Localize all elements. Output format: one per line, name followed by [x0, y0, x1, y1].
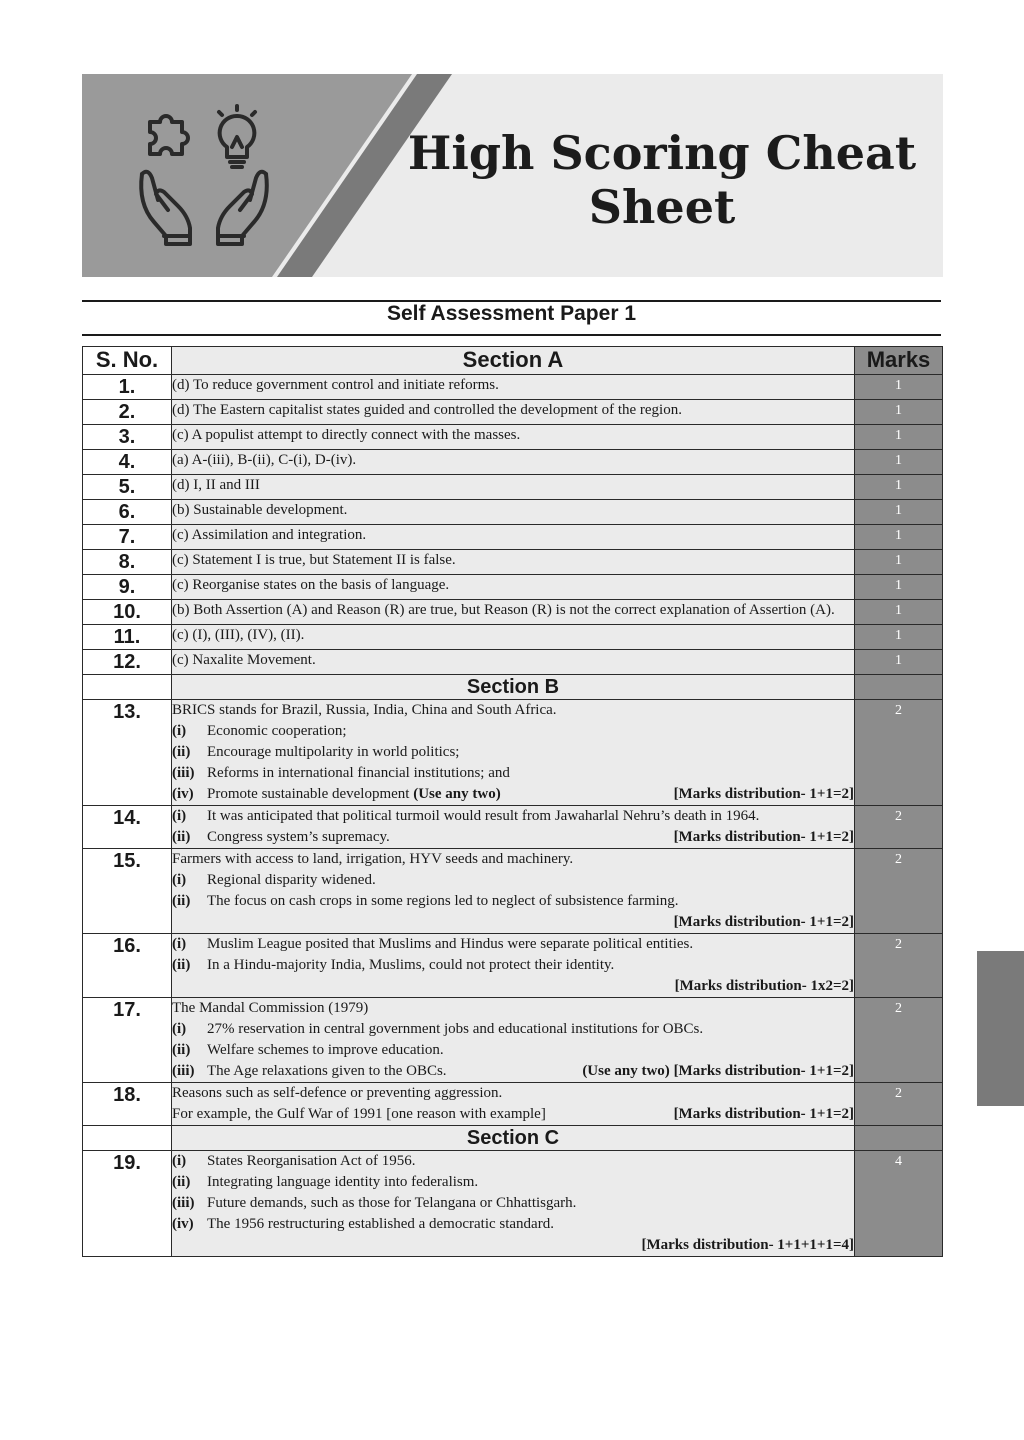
question-number: 15. [83, 849, 172, 934]
header-sno: S. No. [83, 347, 172, 375]
table-row [83, 525, 943, 550]
table-row [83, 998, 943, 1083]
marks-value: 2 [855, 700, 943, 806]
answer-text: (c) A populist attempt to directly connect with the masses. [172, 425, 855, 450]
answer-point: (i) It was anticipated that political turmoil would result from Jawaharlal Nehru’s death in 1964. [172, 808, 760, 824]
marks-value: 2 [855, 998, 943, 1083]
header-marks: Marks [855, 347, 943, 375]
answer-table [82, 346, 943, 1257]
question-number: 16. [83, 934, 172, 998]
hands-puzzle-bulb-icon [134, 102, 274, 247]
marks-value: 1 [855, 650, 943, 675]
table-row [83, 625, 943, 650]
question-number: 4. [83, 450, 172, 475]
question-number: 6. [83, 500, 172, 525]
table-row [83, 650, 943, 675]
answer-text: (d) I, II and III [172, 475, 855, 500]
header-banner [82, 74, 943, 277]
marks-distribution: [Marks distribution- 1+1=2] [673, 1106, 854, 1122]
section-b-row [83, 675, 943, 700]
answer-point: (iii) The Age relaxations given to the OBCs. (Use any two) [Marks distribution- 1+1=2] [172, 1063, 854, 1079]
header-section-a: Section A [172, 347, 855, 375]
paper-title: Self Assessment Paper 1 [386, 302, 637, 325]
table-row [83, 475, 943, 500]
marks-distribution: [Marks distribution- 1+1=2] [673, 1063, 854, 1079]
answer-point: (ii) Encourage multipolarity in world politics; [172, 744, 460, 760]
question-number: 13. [83, 700, 172, 806]
answer-cell [172, 998, 855, 1083]
page-title [392, 126, 932, 234]
answer-text: (c) Naxalite Movement. [172, 650, 855, 675]
page-title-line1: High Scoring Cheat [407, 126, 917, 180]
page-title-line2: Sheet [588, 180, 736, 234]
table-row [83, 1083, 943, 1126]
marks-value: 1 [855, 550, 943, 575]
answer-intro: The Mandal Commission (1979) [172, 1000, 369, 1016]
use-any-note: (Use any two) [413, 786, 501, 802]
table-row [83, 425, 943, 450]
answer-point: (i) Economic cooperation; [172, 723, 347, 739]
marks-value: 1 [855, 450, 943, 475]
question-number: 14. [83, 806, 172, 849]
marks-distribution: [Marks distribution- 1+1+1+1=4] [641, 1237, 854, 1253]
table-row [83, 550, 943, 575]
marks-value: 1 [855, 600, 943, 625]
answer-text: (a) A-(iii), B-(ii), C-(i), D-(iv). [172, 450, 855, 475]
marks-value: 1 [855, 425, 943, 450]
marks-value: 1 [855, 375, 943, 400]
question-number: 5. [83, 475, 172, 500]
answer-cell [172, 806, 855, 849]
question-number: 18. [83, 1083, 172, 1126]
question-number: 17. [83, 998, 172, 1083]
answer-cell [172, 849, 855, 934]
answer-point: (ii) Welfare schemes to improve education. [172, 1042, 444, 1058]
marks-value: 1 [855, 400, 943, 425]
table-row [83, 1151, 943, 1257]
answer-point: (ii) Congress system’s supremacy. [Marks distribution- 1+1=2] [172, 827, 854, 848]
answer-point: (ii) Integrating language identity into federalism. [172, 1174, 479, 1190]
answer-point: (i) States Reorganisation Act of 1956. [172, 1153, 416, 1169]
marks-value: 1 [855, 500, 943, 525]
answer-point: (i) 27% reservation in central government jobs and educational institutions for OBCs. [172, 1021, 704, 1037]
answer-point: (ii) The focus on cash crops in some regions led to neglect of subsistence farming. [172, 893, 679, 909]
marks-value: 1 [855, 475, 943, 500]
marks-value: 2 [855, 934, 943, 998]
answer-point: (iii) Future demands, such as those for Telangana or Chhattisgarh. [172, 1195, 577, 1211]
question-number: 3. [83, 425, 172, 450]
marks-distribution: [Marks distribution- 1+1=2] [673, 829, 854, 845]
side-tab-marker [977, 951, 1024, 1106]
marks-value: 2 [855, 849, 943, 934]
bottom-rule [82, 334, 941, 336]
table-row [83, 849, 943, 934]
table-row [83, 575, 943, 600]
marks-distribution: [Marks distribution- 1x2=2] [674, 978, 854, 994]
answer-cell [172, 1083, 855, 1126]
answer-point: (iv) Promote sustainable development (Use any two) [Marks distribution- 1+1=2] [172, 784, 854, 805]
marks-value: 2 [855, 806, 943, 849]
answer-point: (iii) Reforms in international financial institutions; and [172, 765, 510, 781]
answer-point: (i) Muslim League posited that Muslims and Hindus were separate political entities. [172, 936, 694, 952]
answer-cell [172, 700, 855, 806]
table-row [83, 500, 943, 525]
answer-point: (iv) The 1956 restructuring established a democratic standard. [172, 1216, 554, 1232]
answer-text: (c) Statement I is true, but Statement II is false. [172, 550, 855, 575]
question-number: 7. [83, 525, 172, 550]
question-number: 8. [83, 550, 172, 575]
answer-text: (b) Both Assertion (A) and Reason (R) are true, but Reason (R) is not the correct explanation of Assertion (A). [172, 600, 855, 625]
question-number: 19. [83, 1151, 172, 1257]
answer-text: (d) The Eastern capitalist states guided and controlled the development of the region. [172, 400, 855, 425]
table-row [83, 375, 943, 400]
answer-text: (c) (I), (III), (IV), (II). [172, 625, 855, 650]
marks-value: 1 [855, 525, 943, 550]
question-number: 2. [83, 400, 172, 425]
table-row [83, 450, 943, 475]
answer-line: For example, the Gulf War of 1991 [one reason with example] [172, 1106, 546, 1122]
marks-value: 4 [855, 1151, 943, 1257]
marks-distribution: [Marks distribution- 1+1=2] [673, 786, 854, 802]
answer-text: (c) Reorganise states on the basis of language. [172, 575, 855, 600]
marks-value: 1 [855, 625, 943, 650]
table-row [83, 600, 943, 625]
answer-line: Reasons such as self-defence or preventing aggression. [172, 1085, 503, 1101]
answer-cell [172, 1151, 855, 1257]
answer-text: (c) Assimilation and integration. [172, 525, 855, 550]
answer-point: (ii) In a Hindu-majority India, Muslims, could not protect their identity. [172, 957, 615, 973]
section-c-heading: Section C [172, 1126, 855, 1151]
answer-cell [172, 934, 855, 998]
question-number: 9. [83, 575, 172, 600]
answer-text: (d) To reduce government control and initiate reforms. [172, 375, 855, 400]
table-row [83, 700, 943, 806]
table-row [83, 400, 943, 425]
marks-distribution: [Marks distribution- 1+1=2] [673, 914, 854, 930]
use-any-note: (Use any two) [582, 1063, 670, 1079]
answer-text: (b) Sustainable development. [172, 500, 855, 525]
question-number: 11. [83, 625, 172, 650]
table-header-row [83, 347, 943, 375]
table-row [83, 806, 943, 849]
question-number: 10. [83, 600, 172, 625]
section-b-heading: Section B [172, 675, 855, 700]
question-number: 12. [83, 650, 172, 675]
table-row [83, 934, 943, 998]
question-number: 1. [83, 375, 172, 400]
answer-intro: BRICS stands for Brazil, Russia, India, China and South Africa. [172, 702, 557, 718]
marks-value: 1 [855, 575, 943, 600]
answer-intro: Farmers with access to land, irrigation, HYV seeds and machinery. [172, 851, 574, 867]
section-c-row [83, 1126, 943, 1151]
answer-point: (i) Regional disparity widened. [172, 872, 376, 888]
marks-value: 2 [855, 1083, 943, 1126]
